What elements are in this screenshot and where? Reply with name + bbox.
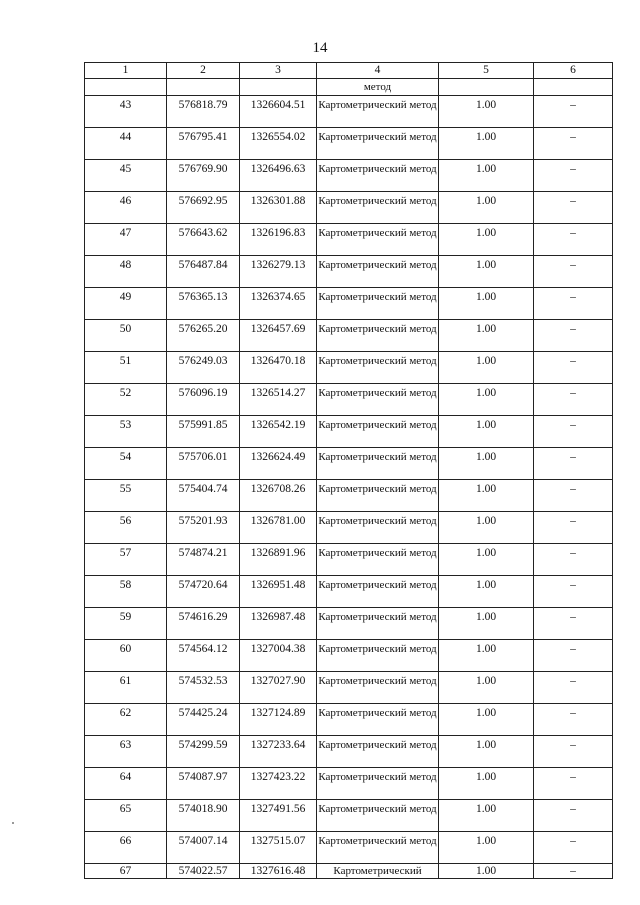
method-cell: Картометрический метод <box>317 384 439 416</box>
note-cell: – <box>534 352 613 384</box>
y-coordinate-cell: 1327233.64 <box>240 736 317 768</box>
table-row <box>85 128 613 160</box>
note-cell: – <box>534 640 613 672</box>
y-coordinate-cell: 1326951.48 <box>240 576 317 608</box>
empty-cell <box>240 79 317 96</box>
method-cell: Картометрический метод <box>317 544 439 576</box>
row-number-cell: 57 <box>85 544 167 576</box>
header-cell: 4 <box>317 63 439 79</box>
method-cell: Картометрический метод <box>317 416 439 448</box>
method-cell: Картометрический метод <box>317 480 439 512</box>
note-cell: – <box>534 704 613 736</box>
x-coordinate-cell: 576795.41 <box>167 128 240 160</box>
row-number-cell: 64 <box>85 768 167 800</box>
precision-cell: 1.00 <box>439 448 534 480</box>
x-coordinate-cell: 576692.95 <box>167 192 240 224</box>
row-number-cell: 53 <box>85 416 167 448</box>
x-coordinate-cell: 576818.79 <box>167 96 240 128</box>
x-coordinate-cell: 574022.57 <box>167 864 240 879</box>
table-row <box>85 416 613 448</box>
table-row <box>85 704 613 736</box>
x-coordinate-cell: 575706.01 <box>167 448 240 480</box>
method-cell: Картометрический метод <box>317 288 439 320</box>
method-cell: Картометрический метод <box>317 800 439 832</box>
row-number-cell: 67 <box>85 864 167 879</box>
table-body <box>85 63 613 879</box>
note-cell: – <box>534 832 613 864</box>
table-row <box>85 640 613 672</box>
row-number-cell: 54 <box>85 448 167 480</box>
note-cell: – <box>534 96 613 128</box>
method-cell: Картометрический метод <box>317 128 439 160</box>
precision-cell: 1.00 <box>439 608 534 640</box>
continuation-row <box>85 79 613 96</box>
x-coordinate-cell: 574720.64 <box>167 576 240 608</box>
precision-cell: 1.00 <box>439 480 534 512</box>
note-cell: – <box>534 608 613 640</box>
row-number-cell: 62 <box>85 704 167 736</box>
y-coordinate-cell: 1327004.38 <box>240 640 317 672</box>
y-coordinate-cell: 1326624.49 <box>240 448 317 480</box>
x-coordinate-cell: 575991.85 <box>167 416 240 448</box>
y-coordinate-cell: 1326514.27 <box>240 384 317 416</box>
y-coordinate-cell: 1326374.65 <box>240 288 317 320</box>
note-cell: – <box>534 480 613 512</box>
row-number-cell: 66 <box>85 832 167 864</box>
note-cell: – <box>534 448 613 480</box>
y-coordinate-cell: 1327491.56 <box>240 800 317 832</box>
x-coordinate-cell: 574616.29 <box>167 608 240 640</box>
row-number-cell: 50 <box>85 320 167 352</box>
scan-speck <box>12 822 14 824</box>
empty-cell <box>439 79 534 96</box>
header-cell: 3 <box>240 63 317 79</box>
precision-cell: 1.00 <box>439 832 534 864</box>
precision-cell: 1.00 <box>439 224 534 256</box>
row-number-cell: 43 <box>85 96 167 128</box>
note-cell: – <box>534 160 613 192</box>
note-cell: – <box>534 416 613 448</box>
method-cell: Картометрический метод <box>317 832 439 864</box>
method-cell: Картометрический метод <box>317 256 439 288</box>
table-row <box>85 480 613 512</box>
row-number-cell: 65 <box>85 800 167 832</box>
x-coordinate-cell: 574564.12 <box>167 640 240 672</box>
method-cell: Картометрический метод <box>317 608 439 640</box>
coordinates-table <box>84 62 613 879</box>
table-row <box>85 160 613 192</box>
precision-cell: 1.00 <box>439 768 534 800</box>
table-row <box>85 576 613 608</box>
table-row <box>85 832 613 864</box>
method-cell: Картометрический метод <box>317 448 439 480</box>
row-number-cell: 61 <box>85 672 167 704</box>
x-coordinate-cell: 574532.53 <box>167 672 240 704</box>
y-coordinate-cell: 1326279.13 <box>240 256 317 288</box>
x-coordinate-cell: 575201.93 <box>167 512 240 544</box>
precision-cell: 1.00 <box>439 160 534 192</box>
x-coordinate-cell: 576769.90 <box>167 160 240 192</box>
y-coordinate-cell: 1327027.90 <box>240 672 317 704</box>
page-number: 14 <box>312 40 328 56</box>
y-coordinate-cell: 1326470.18 <box>240 352 317 384</box>
x-coordinate-cell: 576249.03 <box>167 352 240 384</box>
row-number-cell: 51 <box>85 352 167 384</box>
y-coordinate-cell: 1326987.48 <box>240 608 317 640</box>
row-number-cell: 52 <box>85 384 167 416</box>
y-coordinate-cell: 1326781.00 <box>240 512 317 544</box>
y-coordinate-cell: 1327515.07 <box>240 832 317 864</box>
note-cell: – <box>534 288 613 320</box>
method-cell: Картометрический метод <box>317 224 439 256</box>
y-coordinate-cell: 1327616.48 <box>240 864 317 879</box>
header-row <box>85 63 613 79</box>
x-coordinate-cell: 574425.24 <box>167 704 240 736</box>
precision-cell: 1.00 <box>439 704 534 736</box>
header-cell: 2 <box>167 63 240 79</box>
x-coordinate-cell: 574018.90 <box>167 800 240 832</box>
row-number-cell: 59 <box>85 608 167 640</box>
table-row <box>85 800 613 832</box>
y-coordinate-cell: 1327124.89 <box>240 704 317 736</box>
row-number-cell: 60 <box>85 640 167 672</box>
method-cell: Картометрический метод <box>317 512 439 544</box>
note-cell: – <box>534 800 613 832</box>
precision-cell: 1.00 <box>439 416 534 448</box>
header-cell: 1 <box>85 63 167 79</box>
table-row <box>85 448 613 480</box>
note-cell: – <box>534 192 613 224</box>
x-coordinate-cell: 574299.59 <box>167 736 240 768</box>
y-coordinate-cell: 1326496.63 <box>240 160 317 192</box>
y-coordinate-cell: 1326604.51 <box>240 96 317 128</box>
precision-cell: 1.00 <box>439 352 534 384</box>
empty-cell <box>534 79 613 96</box>
table-row <box>85 320 613 352</box>
x-coordinate-cell: 576096.19 <box>167 384 240 416</box>
method-cell: Картометрический метод <box>317 96 439 128</box>
method-cell: Картометрический метод <box>317 352 439 384</box>
header-cell: 5 <box>439 63 534 79</box>
precision-cell: 1.00 <box>439 128 534 160</box>
row-number-cell: 46 <box>85 192 167 224</box>
precision-cell: 1.00 <box>439 800 534 832</box>
note-cell: – <box>534 864 613 879</box>
x-coordinate-cell: 576643.62 <box>167 224 240 256</box>
precision-cell: 1.00 <box>439 96 534 128</box>
empty-cell <box>167 79 240 96</box>
y-coordinate-cell: 1326891.96 <box>240 544 317 576</box>
method-cell: Картометрический метод <box>317 160 439 192</box>
y-coordinate-cell: 1326196.83 <box>240 224 317 256</box>
table-row <box>85 384 613 416</box>
note-cell: – <box>534 320 613 352</box>
x-coordinate-cell: 576487.84 <box>167 256 240 288</box>
precision-cell: 1.00 <box>439 320 534 352</box>
precision-cell: 1.00 <box>439 672 534 704</box>
precision-cell: 1.00 <box>439 864 534 879</box>
table-row <box>85 288 613 320</box>
method-cell: Картометрический метод <box>317 672 439 704</box>
note-cell: – <box>534 128 613 160</box>
note-cell: – <box>534 512 613 544</box>
row-number-cell: 44 <box>85 128 167 160</box>
table-row <box>85 352 613 384</box>
method-cell: Картометрический метод <box>317 736 439 768</box>
precision-cell: 1.00 <box>439 640 534 672</box>
table-row <box>85 768 613 800</box>
row-number-cell: 47 <box>85 224 167 256</box>
x-coordinate-cell: 576265.20 <box>167 320 240 352</box>
note-cell: – <box>534 576 613 608</box>
row-number-cell: 56 <box>85 512 167 544</box>
y-coordinate-cell: 1326708.26 <box>240 480 317 512</box>
header-cell: 6 <box>534 63 613 79</box>
table-row <box>85 224 613 256</box>
y-coordinate-cell: 1326301.88 <box>240 192 317 224</box>
row-number-cell: 58 <box>85 576 167 608</box>
empty-cell <box>85 79 167 96</box>
x-coordinate-cell: 575404.74 <box>167 480 240 512</box>
table-row <box>85 608 613 640</box>
y-coordinate-cell: 1327423.22 <box>240 768 317 800</box>
table-row <box>85 864 613 879</box>
note-cell: – <box>534 544 613 576</box>
method-cell: Картометрический метод <box>317 768 439 800</box>
table-row <box>85 256 613 288</box>
note-cell: – <box>534 256 613 288</box>
note-cell: – <box>534 768 613 800</box>
y-coordinate-cell: 1326457.69 <box>240 320 317 352</box>
precision-cell: 1.00 <box>439 256 534 288</box>
precision-cell: 1.00 <box>439 576 534 608</box>
precision-cell: 1.00 <box>439 544 534 576</box>
method-cell: Картометрический метод <box>317 704 439 736</box>
precision-cell: 1.00 <box>439 512 534 544</box>
x-coordinate-cell: 576365.13 <box>167 288 240 320</box>
method-cell: Картометрический метод <box>317 640 439 672</box>
note-cell: – <box>534 384 613 416</box>
note-cell: – <box>534 736 613 768</box>
continuation-method-cell: метод <box>317 79 439 96</box>
row-number-cell: 55 <box>85 480 167 512</box>
row-number-cell: 48 <box>85 256 167 288</box>
precision-cell: 1.00 <box>439 384 534 416</box>
precision-cell: 1.00 <box>439 736 534 768</box>
x-coordinate-cell: 574087.97 <box>167 768 240 800</box>
table-row <box>85 672 613 704</box>
note-cell: – <box>534 672 613 704</box>
method-cell: Картометрический метод <box>317 192 439 224</box>
table-row <box>85 512 613 544</box>
row-number-cell: 45 <box>85 160 167 192</box>
precision-cell: 1.00 <box>439 288 534 320</box>
note-cell: – <box>534 224 613 256</box>
method-cell: Картометрический метод <box>317 576 439 608</box>
table-row <box>85 736 613 768</box>
x-coordinate-cell: 574874.21 <box>167 544 240 576</box>
row-number-cell: 63 <box>85 736 167 768</box>
precision-cell: 1.00 <box>439 192 534 224</box>
table-row <box>85 544 613 576</box>
method-cell: Картометрический <box>317 864 439 879</box>
x-coordinate-cell: 574007.14 <box>167 832 240 864</box>
table-row <box>85 96 613 128</box>
method-cell: Картометрический метод <box>317 320 439 352</box>
row-number-cell: 49 <box>85 288 167 320</box>
table-row <box>85 192 613 224</box>
y-coordinate-cell: 1326542.19 <box>240 416 317 448</box>
y-coordinate-cell: 1326554.02 <box>240 128 317 160</box>
